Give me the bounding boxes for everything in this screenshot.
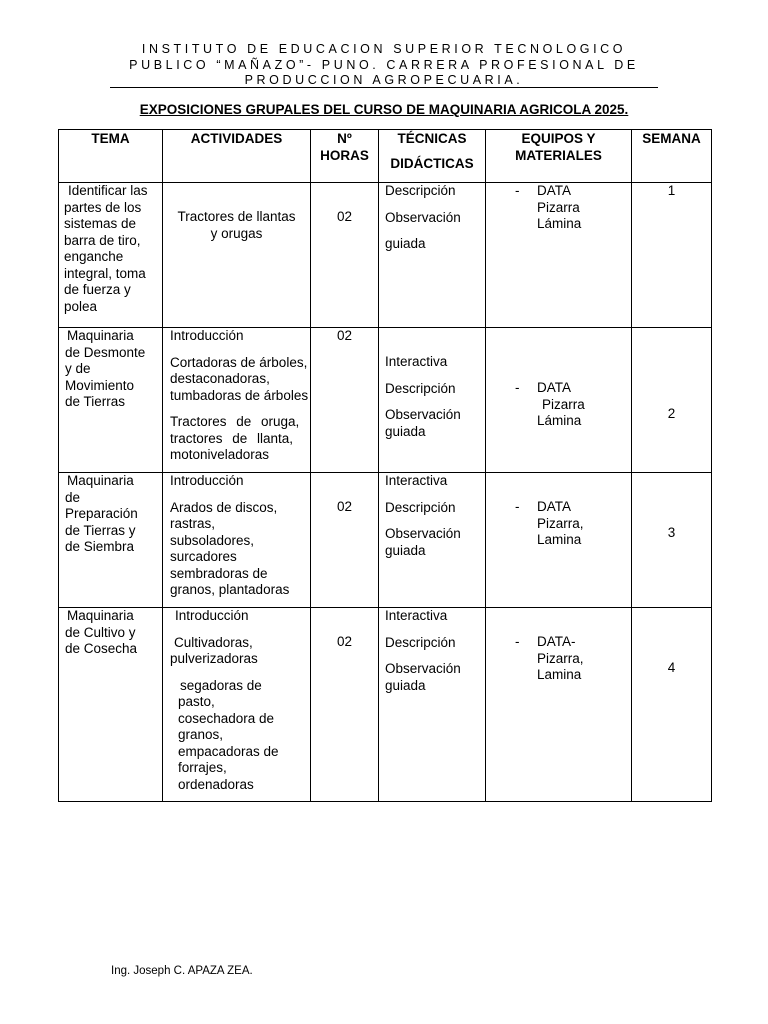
tecnicas-cell: Interactiva Descripción Observación guiada <box>379 473 486 608</box>
horas-cell: 02 <box>311 183 379 328</box>
tema-cell: Maquinaria de Cultivo y de Cosecha <box>59 608 163 802</box>
header-line-1: INSTITUTO DE EDUCACION SUPERIOR TECNOLOGICO <box>141 42 627 56</box>
horas-cell: 02 <box>311 328 379 473</box>
equipos-cell: - DATA- Pizarra, Lamina <box>486 608 632 802</box>
table-row <box>59 328 712 473</box>
tecnicas-cell: Interactiva Descripción Observación guiada <box>379 608 486 802</box>
col-header-semana: SEMANA <box>632 130 712 183</box>
equipos-cell: - DATA Pizarra, Lamina <box>486 473 632 608</box>
header-divider <box>110 87 658 88</box>
horas-cell: 02 <box>311 608 379 802</box>
semana-cell: 4 <box>632 608 712 802</box>
actividades-cell: Introducción Cultivadoras, pulverizadoras segadoras de pasto, cosechadora de granos, empacadoras de forrajes, ordenadoras <box>163 608 311 802</box>
tema-cell: Maquinaria de Preparación de Tierras y de Siembra <box>59 473 163 608</box>
semana-cell: 3 <box>632 473 712 608</box>
header-line-3: PRODUCCION AGROPECUARIA. <box>244 73 524 87</box>
equipos-cell: - DATA Pizarra Lámina <box>486 328 632 473</box>
equipos-cell: - DATA Pizarra Lámina <box>486 183 632 328</box>
col-header-equipos: EQUIPOS Y MATERIALES <box>486 130 632 183</box>
tecnicas-cell: Descripción Observación guiada <box>379 183 486 328</box>
col-header-tecnicas: TÉCNICAS DIDÁCTICAS <box>379 130 486 183</box>
institution-header <box>110 42 658 89</box>
col-header-actividades: ACTIVIDADES <box>163 130 311 183</box>
table-row <box>59 183 712 328</box>
schedule-table <box>58 129 712 802</box>
table-row <box>59 473 712 608</box>
author-signature: Ing. Joseph C. APAZA ZEA. <box>111 965 253 977</box>
tecnicas-cell: Interactiva Descripción Observación guiada <box>379 328 486 473</box>
document-title: EXPOSICIONES GRUPALES DEL CURSO DE MAQUINARIA AGRICOLA 2025. <box>139 102 629 117</box>
actividades-cell: Tractores de llantas y orugas <box>163 183 311 328</box>
horas-cell: 02 <box>311 473 379 608</box>
col-header-tema: TEMA <box>59 130 163 183</box>
tema-cell: Maquinaria de Desmonte y de Movimiento de Tierras <box>59 328 163 473</box>
semana-cell: 1 <box>632 183 712 328</box>
col-header-horas: Nº HORAS <box>311 130 379 183</box>
table-row <box>59 608 712 802</box>
actividades-cell: Introducción Cortadoras de árboles, destaconadoras, tumbadoras de árboles Tractores de oruga, tractores de llanta, motoniveladoras <box>163 328 311 473</box>
tema-cell: Identificar las partes de los sistemas de barra de tiro, enganche integral, toma de fuerza y polea <box>59 183 163 328</box>
semana-cell: 2 <box>632 328 712 473</box>
header-line-2: PUBLICO “MAÑAZO”- PUNO. CARRERA PROFESIONAL DE <box>129 57 639 72</box>
actividades-cell: Introducción Arados de discos, rastras, subsoladores, surcadores sembradoras de granos, plantadoras <box>163 473 311 608</box>
table-header-row <box>59 130 712 183</box>
